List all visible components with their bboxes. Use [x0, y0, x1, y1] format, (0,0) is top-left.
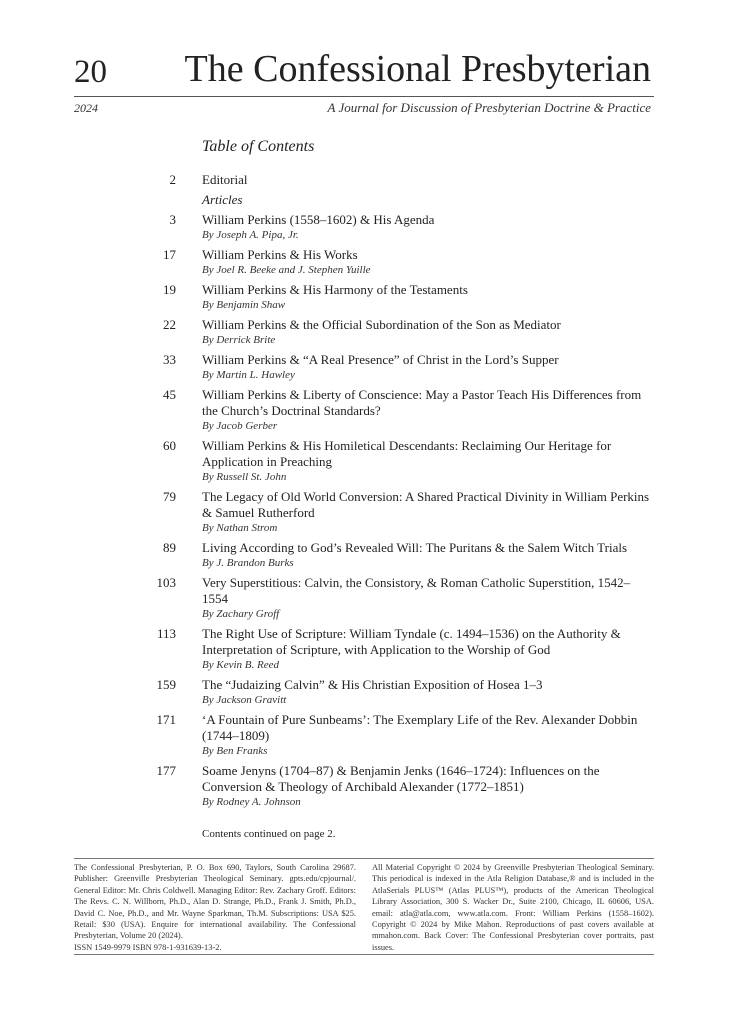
toc-article-author: By J. Brandon Burks: [202, 557, 294, 569]
footer-issn: ISSN 1549-9979 ISBN 978-1-931639-13-2.: [74, 942, 222, 952]
toc-entry: [0, 575, 738, 622]
toc-page-number: 79: [163, 489, 176, 504]
toc-entry: [0, 212, 738, 243]
footer-publisher-text: The Confessional Presbyterian, P. O. Box 690, Taylors, South Carolina 29687. Publisher: Greenville Presbyterian Theological Seminary. gpts.edu/cpjournal/. General Editor: Mr. Chris Coldwell. Managing Editor: Rev. Zachary Groff. Editors: The Revs. C. N. Willborn, Ph.D., Alan D. Strange, Ph.D., Frank J. Smith, Ph.D., David C. Noe, Ph.D., and Mr. Wayne Sparkman, Th.M. Subscriptions: USA $25. Retail: $30 (USA). Enquire for international availability. The Confessional Presbyterian, Volume 20 (2024).: [74, 863, 356, 941]
toc-article-title: William Perkins & the Official Subordination of the Son as Mediator: [202, 317, 561, 332]
toc-entry: [0, 712, 738, 759]
toc-article-author: By Rodney A. Johnson: [202, 796, 301, 808]
journal-title: The Confessional Presbyterian: [184, 48, 651, 90]
toc-article-title: Very Superstitious: Calvin, the Consistory, & Roman Catholic Superstition, 1542–1554: [202, 575, 631, 606]
toc-page-number: 89: [163, 540, 176, 555]
footer-copyright-text: All Material Copyright © 2024 by Greenville Presbyterian Theological Seminary. This periodical is indexed in the Atla Religion Database,® and is included in the AtlaSerials PLUS™ (Atlas PLUS™), products of the American Theological Library Association, 300 S. Wacker Dr., Suite 2100, Chicago, IL 60606, USA. email: atla@atla.com, www.atla.com. Front: William Perkins (1558–1602). Copyright © 2024 by Mike Mahon. Reproductions of past covers available at mmahon.com. Back Cover: The Confessional Presbyterian cover portraits, past issues.: [372, 863, 654, 952]
toc-article-author: By Ben Franks: [202, 745, 268, 757]
toc-entry: [0, 489, 738, 536]
header-rule: [74, 96, 654, 97]
toc-article-author: By Joel R. Beeke and J. Stephen Yuille: [202, 264, 371, 276]
toc-page-number: 19: [163, 282, 176, 297]
toc-page-number: 17: [163, 247, 176, 262]
toc-article-author: By Jacob Gerber: [202, 420, 278, 432]
toc-article-title: Editorial: [202, 172, 248, 187]
toc-entry: [0, 282, 738, 313]
toc-article-title: William Perkins & His Harmony of the Testaments: [202, 282, 468, 297]
toc-article-title: The Right Use of Scripture: William Tyndale (c. 1494–1536) on the Authority & Interpretation of Scripture, with Application to the Worship of God: [202, 626, 621, 657]
toc-article-author: By Derrick Brite: [202, 334, 276, 346]
toc-article-title: William Perkins & His Works: [202, 247, 358, 262]
toc-article-title: William Perkins & “A Real Presence” of Christ in the Lord’s Supper: [202, 352, 559, 367]
toc-article-title: The Legacy of Old World Conversion: A Shared Practical Divinity in William Perkins & Samuel Rutherford: [202, 489, 650, 520]
toc-article-title: William Perkins & Liberty of Conscience: May a Pastor Teach His Differences from the Church’s Doctrinal Standards?: [202, 387, 642, 418]
toc-page-number: 60: [163, 438, 176, 453]
toc-page-number: 113: [156, 626, 176, 641]
toc-entry: [0, 387, 738, 434]
toc-entry: [0, 192, 738, 208]
toc-article-title: Living According to God’s Revealed Will: The Puritans & the Salem Witch Trials: [202, 540, 628, 555]
toc-article-author: By Benjamin Shaw: [202, 299, 286, 311]
toc-article-author: By Martin L. Hawley: [202, 369, 295, 381]
toc-entry: [0, 677, 738, 708]
toc-entry: [0, 172, 738, 188]
toc-article-author: By Joseph A. Pipa, Jr.: [202, 229, 299, 241]
toc-article-author: By Nathan Strom: [202, 522, 278, 534]
toc-page-number: 103: [156, 575, 176, 590]
toc-page-number: 33: [163, 352, 176, 367]
toc-page-number: 159: [156, 677, 176, 692]
toc-entry: [0, 317, 738, 348]
toc-entry: [0, 763, 738, 810]
toc-article-author: By Kevin B. Reed: [202, 659, 279, 671]
issue-number: 20: [74, 54, 107, 90]
toc-entry: [0, 247, 738, 278]
footer-rule-bottom: [74, 954, 654, 955]
toc-entry: [0, 540, 738, 571]
toc-article-title: ‘A Fountain of Pure Sunbeams’: The Exemplary Life of the Rev. Alexander Dobbin (1744–1809): [202, 712, 638, 743]
toc-article-title: William Perkins (1558–1602) & His Agenda: [202, 212, 435, 227]
issue-year: 2024: [74, 101, 98, 115]
toc-section-label: Articles: [202, 192, 243, 207]
footer-rule-top: [74, 858, 654, 859]
toc-entry: [0, 438, 738, 485]
toc-page-number: 2: [169, 172, 176, 187]
table-of-contents: [0, 172, 738, 814]
toc-article-author: By Zachary Groff: [202, 608, 280, 620]
toc-page-number: 177: [156, 763, 176, 778]
toc-page-number: 3: [169, 212, 176, 227]
toc-article-title: William Perkins & His Homiletical Descendants: Reclaiming Our Heritage for Application in Preaching: [202, 438, 612, 469]
toc-article-title: The “Judaizing Calvin” & His Christian Exposition of Hosea 1–3: [202, 677, 543, 692]
toc-article-author: By Jackson Gravitt: [202, 694, 287, 706]
toc-entry: [0, 352, 738, 383]
toc-article-title: Soame Jenyns (1704–87) & Benjamin Jenks (1646–1724): Influences on the Conversion & Theology of Archibald Alexander (1772–1851): [202, 763, 600, 794]
toc-entry: [0, 626, 738, 673]
toc-page-number: 45: [163, 387, 176, 402]
toc-article-author: By Russell St. John: [202, 471, 287, 483]
journal-subtitle: A Journal for Discussion of Presbyterian Doctrine & Practice: [327, 100, 651, 115]
contents-continued-note: Contents continued on page 2.: [202, 828, 336, 840]
toc-page-number: 22: [163, 317, 176, 332]
toc-heading: Table of Contents: [202, 138, 315, 155]
footer-publisher-info: [74, 862, 356, 953]
footer-copyright-info: [372, 862, 654, 953]
toc-page-number: 171: [156, 712, 176, 727]
